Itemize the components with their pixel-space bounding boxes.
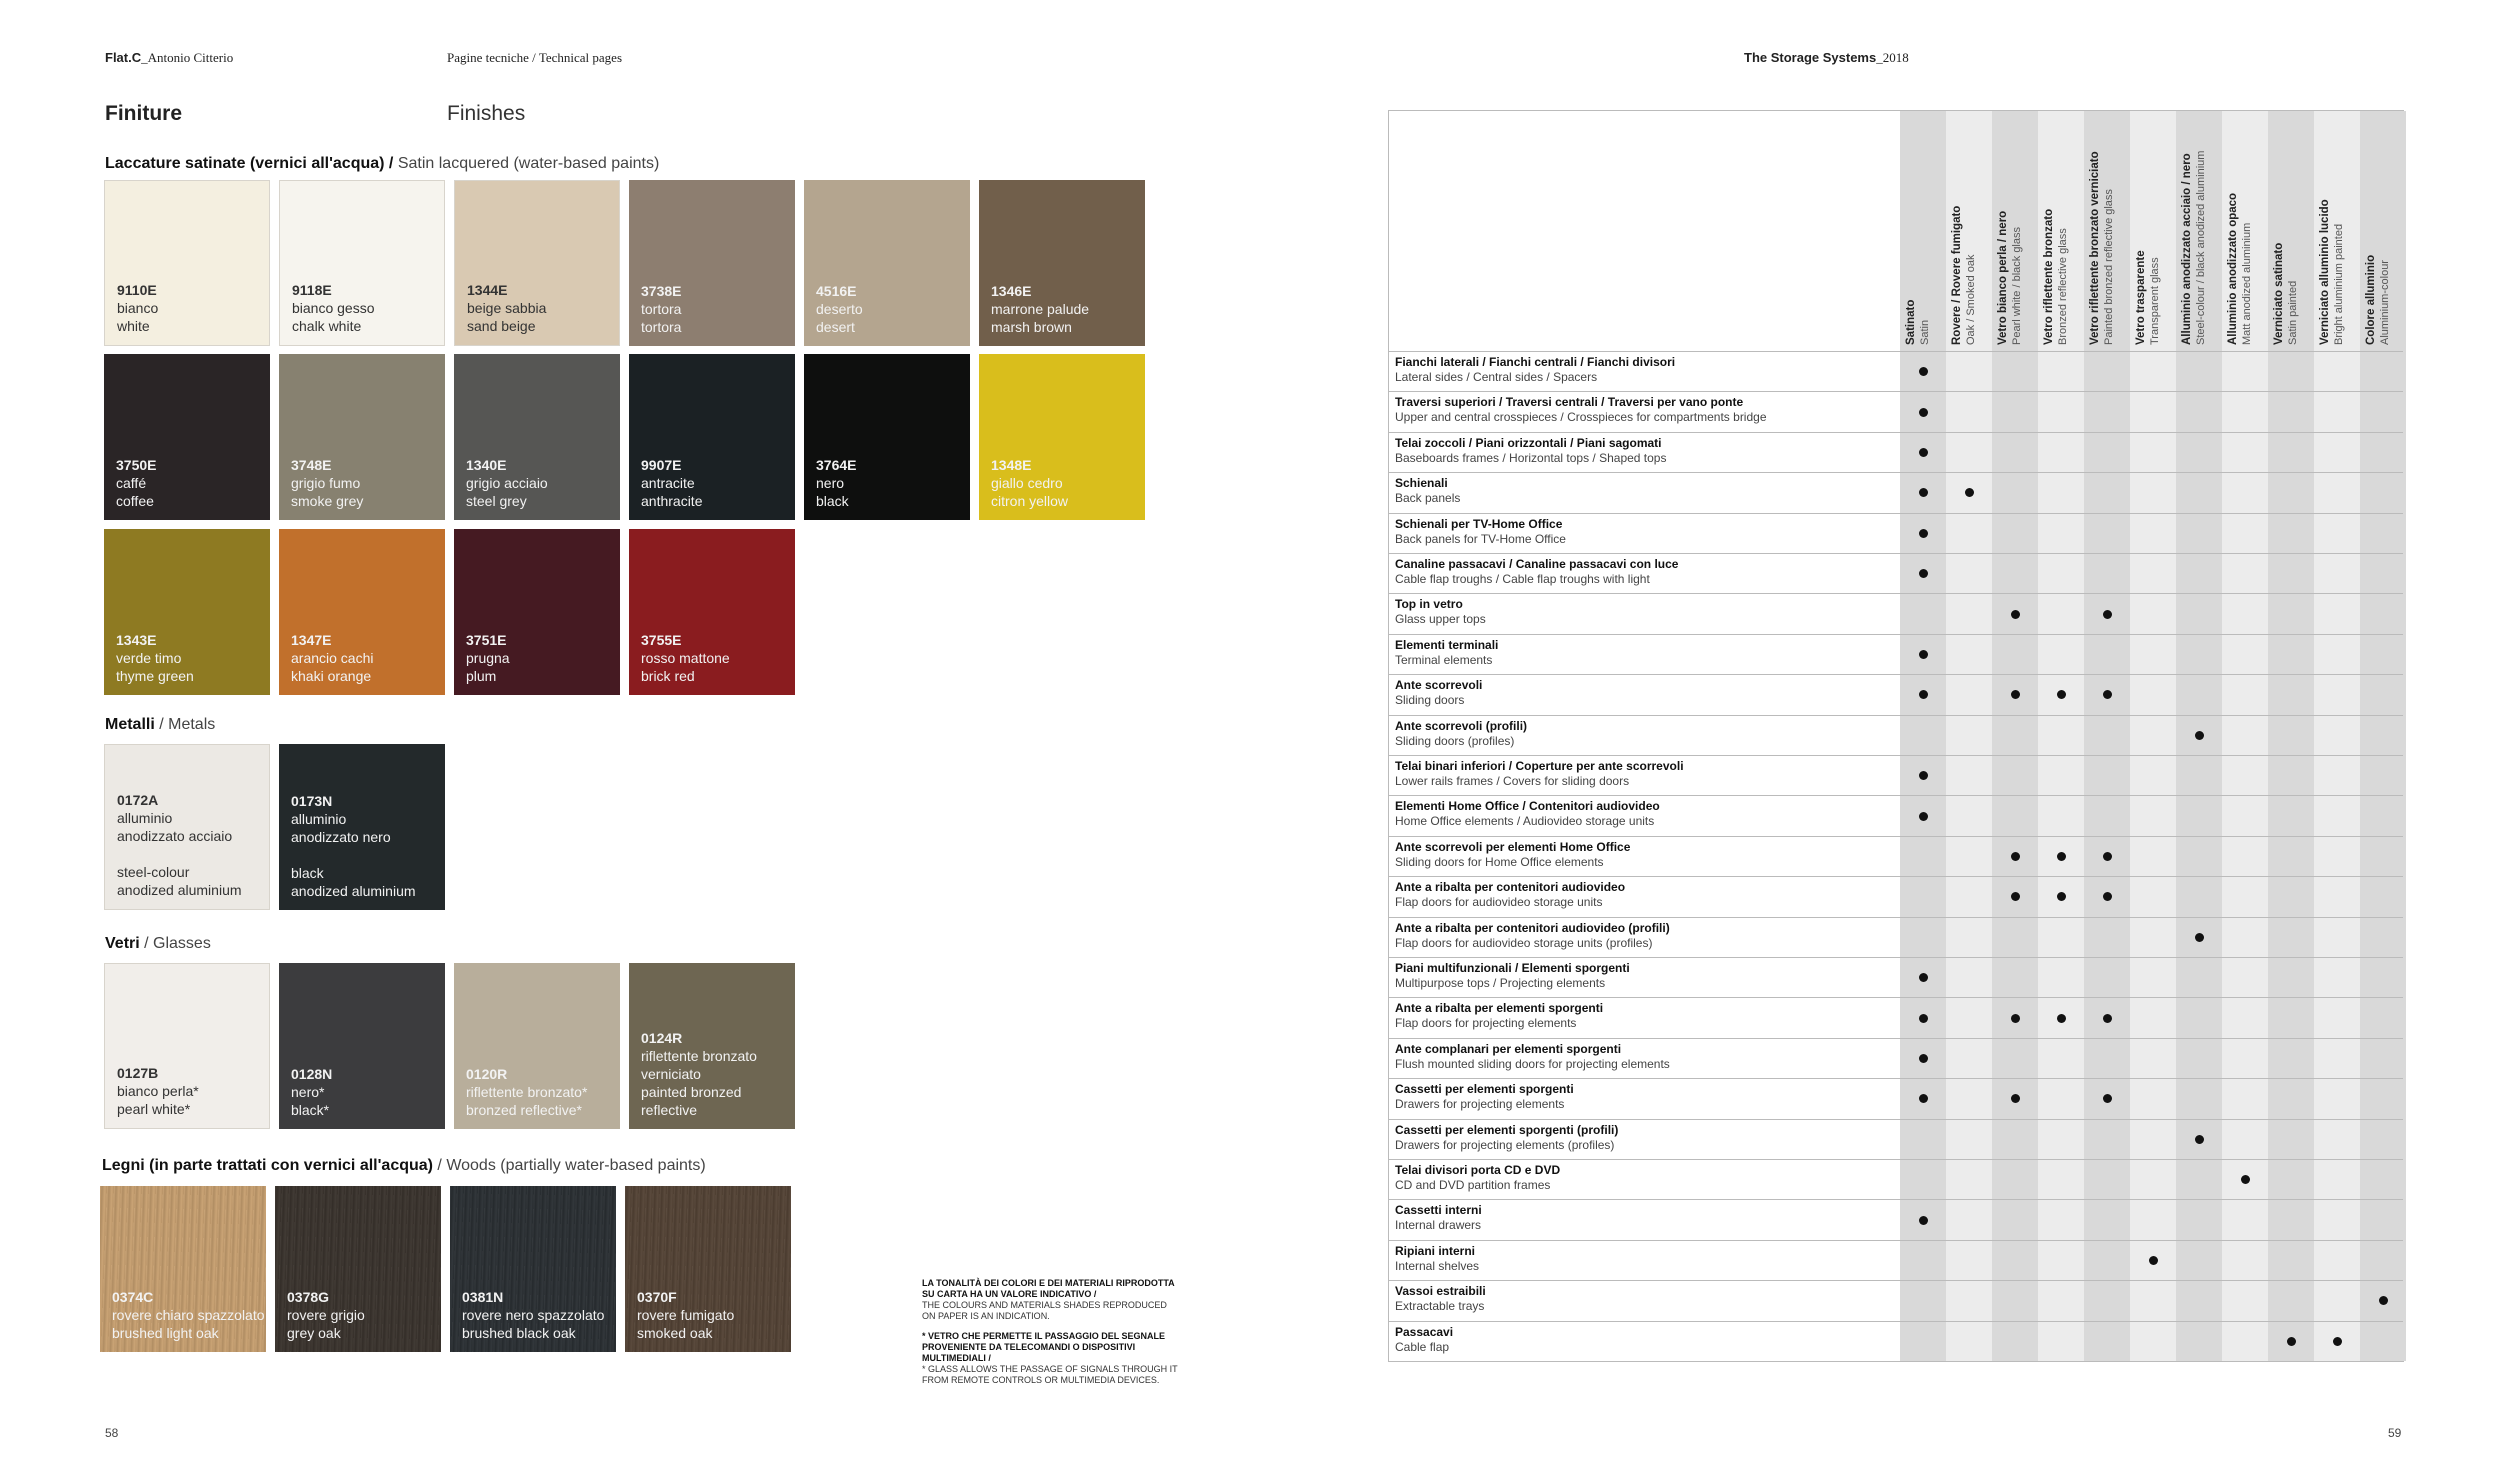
- availability-dot: [2011, 1094, 2020, 1103]
- availability-dot: [2011, 690, 2020, 699]
- swatch-label: beige sabbia: [467, 300, 547, 316]
- swatch-label: bianco: [117, 300, 159, 316]
- swatch-label: painted bronzed reflective: [641, 1084, 742, 1118]
- swatch-code: 1348E: [991, 457, 1032, 473]
- column-label-en: Painted bronzed reflective glass: [2103, 189, 2115, 345]
- swatch-3738E: [629, 180, 795, 346]
- swatch-code: 0124R: [641, 1030, 683, 1046]
- availability-dot: [2103, 610, 2112, 619]
- row-label-en: Cable flap troughs / Cable flap troughs with light: [1395, 572, 1650, 586]
- brand-name: Flat.C: [105, 50, 142, 65]
- swatch-1344E: [454, 180, 620, 346]
- swatch-label: thyme green: [116, 668, 194, 684]
- column-header: [2314, 111, 2360, 349]
- availability-dot: [1919, 529, 1928, 538]
- table-row: [1389, 593, 2403, 633]
- availability-dot: [2103, 892, 2112, 901]
- table-row: [1389, 795, 2403, 835]
- availability-dot: [2103, 690, 2112, 699]
- row-label-it: Passacavi: [1395, 1324, 1454, 1339]
- availability-dot: [1919, 488, 1928, 497]
- column-label-en: Satin painted: [2287, 280, 2299, 345]
- table-row: [1389, 1240, 2403, 1280]
- column-label-en: Matt anodized aluminium: [2241, 222, 2253, 345]
- swatch-label: tortora: [641, 319, 682, 335]
- table-row: [1389, 997, 2403, 1037]
- row-label-en: Lateral sides / Central sides / Spacers: [1395, 370, 1598, 384]
- swatch-label: khaki orange: [291, 668, 372, 684]
- swatch-code: 0120R: [466, 1066, 508, 1082]
- availability-dot: [1919, 1014, 1928, 1023]
- section-header: Pagine tecniche / Technical pages: [447, 50, 622, 65]
- table-row: [1389, 351, 2403, 391]
- availability-dot: [1919, 367, 1928, 376]
- availability-dot: [1919, 650, 1928, 659]
- swatch-label: smoke grey: [291, 493, 364, 509]
- column-header: [2360, 111, 2406, 349]
- left-header: [105, 50, 233, 66]
- column-label-it: Alluminio anodizzato opaco: [2227, 192, 2239, 345]
- row-label-it: Vassoi estraibili: [1395, 1284, 1486, 1299]
- availability-dot: [1919, 1054, 1928, 1063]
- row-label-it: Schienali per TV-Home Office: [1395, 516, 1563, 531]
- row-label-it: Ante scorrevoli: [1395, 678, 1483, 693]
- swatch-label: tortora: [641, 301, 682, 317]
- table-row: [1389, 957, 2403, 997]
- column-header: [2038, 111, 2084, 349]
- swatch-code: 0128N: [291, 1066, 333, 1082]
- swatch-label: black*: [291, 1102, 330, 1118]
- availability-dot: [2011, 610, 2020, 619]
- swatch-code: 3748E: [291, 457, 332, 473]
- swatch-4516E: [804, 180, 970, 346]
- column-header: [2268, 111, 2314, 349]
- swatch-label: rovere grigio: [287, 1307, 365, 1323]
- swatch-0370F: [625, 1186, 791, 1352]
- swatch-label: white: [117, 318, 150, 334]
- column-header: [2084, 111, 2130, 349]
- column-header: [2176, 111, 2222, 349]
- swatch-label: sand beige: [467, 318, 536, 334]
- swatch-label: citron yellow: [991, 493, 1069, 509]
- swatch-label: giallo cedro: [991, 475, 1063, 491]
- swatch-code: 0378G: [287, 1289, 330, 1305]
- swatch-label: bianco gesso: [292, 300, 375, 316]
- swatch-code: 1347E: [291, 632, 332, 648]
- column-header: [1900, 111, 1946, 349]
- availability-dot: [1919, 1216, 1928, 1225]
- swatch-label: rosso mattone: [641, 650, 730, 666]
- swatch-3764E: [804, 354, 970, 520]
- swatch-9907E: [629, 354, 795, 520]
- table-row: [1389, 1280, 2403, 1320]
- swatch-label: grigio fumo: [291, 475, 361, 491]
- availability-dot: [1965, 488, 1974, 497]
- row-label-en: Flap doors for audiovideo storage units: [1395, 895, 1603, 910]
- swatch-code: 0370F: [637, 1289, 677, 1305]
- swatch-label: alluminio: [291, 811, 347, 827]
- row-label-it: Top in vetro: [1395, 597, 1463, 612]
- colour-disclaimer: LA TONALITÀ DEI COLORI E DEI MATERIALI RIPRODOTTA SU CARTA HA UN VALORE INDICATIVO / THE COLOURS AND MATERIALS SHADES REPRODUCED ON PAPER IS AN INDICATION.: [922, 1278, 1175, 1321]
- swatch-label: chalk white: [292, 318, 362, 334]
- table-row: [1389, 917, 2403, 957]
- availability-dot: [1919, 1094, 1928, 1103]
- swatch-0381N: [450, 1186, 616, 1352]
- row-label-en: Internal shelves: [1395, 1258, 1480, 1273]
- row-label-it: Ripiani interni: [1395, 1243, 1476, 1258]
- swatch-label: riflettente bronzato verniciato: [641, 1048, 757, 1082]
- swatch-label: steel-colour: [117, 864, 190, 880]
- swatch-label: anthracite: [641, 493, 703, 509]
- swatch-1343E: [104, 529, 270, 695]
- swatch-label: anodizzato nero: [291, 829, 391, 845]
- table-row: [1389, 513, 2403, 553]
- swatch-3748E: [279, 354, 445, 520]
- swatch-code: 9118E: [292, 282, 332, 298]
- swatch-label: anodized aluminium: [291, 883, 416, 899]
- swatch-label: marsh brown: [991, 319, 1072, 335]
- lacquer-heading: Laccature satinate (vernici all'acqua) / Satin lacquered (water-based paints): [105, 155, 660, 172]
- availability-dot: [1919, 448, 1928, 457]
- availability-dot: [2287, 1337, 2296, 1346]
- row-label-it: Telai binari inferiori / Coperture per ante scorrevoli: [1395, 759, 1684, 773]
- swatch-label: plum: [466, 668, 497, 684]
- row-label-it: Schienali: [1395, 476, 1448, 491]
- availability-dot: [2103, 1014, 2112, 1023]
- swatch-code: 3751E: [466, 632, 507, 648]
- row-label-it: Elementi terminali: [1395, 637, 1499, 652]
- finishes-compatibility-table: [1388, 110, 2404, 1362]
- row-label-it: Ante a ribalta per elementi sporgenti: [1395, 1001, 1604, 1016]
- table-row: [1389, 1038, 2403, 1078]
- row-label-en: Back panels: [1395, 491, 1461, 506]
- row-label-en: Sliding doors (profiles): [1395, 733, 1515, 748]
- table-row: [1389, 1199, 2403, 1239]
- swatch-1340E: [454, 354, 620, 520]
- row-label-it: Canaline passacavi / Canaline passacavi con luce: [1395, 557, 1679, 571]
- table-row: [1389, 876, 2403, 916]
- swatch-code: 1346E: [991, 283, 1032, 299]
- swatch-code: 0172A: [117, 792, 159, 808]
- row-label-en: Flush mounted sliding doors for projecting elements: [1395, 1056, 1670, 1071]
- availability-dot: [1919, 569, 1928, 578]
- column-label-it: Satinato: [1905, 299, 1917, 345]
- swatch-0378G: [275, 1186, 441, 1352]
- swatch-code: 0381N: [462, 1289, 504, 1305]
- swatch-0127B: [104, 963, 270, 1129]
- availability-dot: [2011, 1014, 2020, 1023]
- swatch-label: smoked oak: [637, 1325, 713, 1341]
- page-number-right: 59: [2388, 1426, 2402, 1440]
- column-label-it: Vetro riflettente bronzato: [2043, 208, 2055, 345]
- availability-dot: [1919, 771, 1928, 780]
- availability-dot: [2333, 1337, 2342, 1346]
- row-label-en: Drawers for projecting elements (profiles): [1395, 1137, 1615, 1152]
- column-label-it: Vetro riflettente bronzato verniciato: [2089, 151, 2101, 345]
- row-label-it: Ante scorrevoli per elementi Home Office: [1395, 839, 1631, 854]
- availability-dot: [1919, 408, 1928, 417]
- catalog-title: The Storage Systems: [1744, 50, 1877, 65]
- swatch-code: 3738E: [641, 283, 682, 299]
- row-label-en: Drawers for projecting elements: [1395, 1097, 1565, 1112]
- swatch-label: deserto: [816, 301, 863, 317]
- catalog-year: _2018: [1876, 50, 1909, 65]
- swatch-label: caffé: [116, 475, 147, 491]
- row-label-it: Ante scorrevoli (profili): [1395, 718, 1528, 733]
- table-row: [1389, 836, 2403, 876]
- swatch-3751E: [454, 529, 620, 695]
- row-label-en: Terminal elements: [1395, 652, 1493, 667]
- swatch-label: desert: [816, 319, 855, 335]
- availability-dot: [1919, 973, 1928, 982]
- swatch-label: rovere fumigato: [637, 1307, 735, 1323]
- availability-dot: [2057, 852, 2066, 861]
- column-header: [1992, 111, 2038, 349]
- swatch-label: antracite: [641, 475, 695, 491]
- swatch-code: 4516E: [816, 283, 857, 299]
- column-label-en: Bright aluminium painted: [2333, 223, 2345, 345]
- availability-dot: [2149, 1256, 2158, 1265]
- swatch-0124R: [629, 963, 795, 1129]
- table-row: [1389, 432, 2403, 472]
- swatch-label: prugna: [466, 650, 510, 666]
- swatch-code: 1343E: [116, 632, 157, 648]
- row-label-en: Baseboards frames / Horizontal tops / Shaped tops: [1395, 450, 1667, 465]
- availability-dot: [2241, 1175, 2250, 1184]
- column-label-en: Bronzed reflective glass: [2057, 228, 2069, 345]
- row-label-it: Ante a ribalta per contenitori audiovideo: [1395, 880, 1626, 895]
- table-row: [1389, 472, 2403, 512]
- row-label-en: Glass upper tops: [1395, 612, 1486, 627]
- swatch-label: nero*: [291, 1084, 325, 1100]
- swatch-code: 3750E: [116, 457, 157, 473]
- availability-dot: [2011, 852, 2020, 861]
- availability-dot: [2057, 892, 2066, 901]
- availability-dot: [2103, 852, 2112, 861]
- column-label-it: Rovere / Rovere fumigato: [1951, 205, 1963, 345]
- right-header: [1744, 50, 1909, 66]
- swatch-0173N: [279, 744, 445, 910]
- table-row: [1389, 553, 2403, 593]
- table-row: [1389, 674, 2403, 714]
- availability-dot: [1919, 690, 1928, 699]
- row-label-it: Elementi Home Office / Contenitori audiovideo: [1395, 799, 1660, 814]
- row-label-en: Extractable trays: [1395, 1299, 1485, 1314]
- swatch-3755E: [629, 529, 795, 695]
- woods-heading: Legni (in parte trattati con vernici all'acqua) / Woods (partially water-based paints): [102, 1157, 706, 1174]
- row-label-it: Cassetti interni: [1395, 1203, 1482, 1218]
- column-label-en: Pearl white / black glass: [2011, 227, 2023, 345]
- column-label-it: Alluminio anodizzato acciaio / nero: [2181, 153, 2193, 345]
- row-label-en: Upper and central crosspieces / Crosspieces for compartments bridge: [1395, 410, 1767, 425]
- swatch-code: 3755E: [641, 632, 682, 648]
- row-label-en: Sliding doors: [1395, 693, 1465, 708]
- swatch-label: pearl white*: [117, 1101, 191, 1117]
- swatch-label: rovere nero spazzolato: [462, 1307, 605, 1323]
- row-label-it: Ante complanari per elementi sporgenti: [1395, 1041, 1622, 1056]
- row-label-en: Lower rails frames / Covers for sliding doors: [1395, 774, 1630, 788]
- swatch-1346E: [979, 180, 1145, 346]
- availability-dot: [2011, 892, 2020, 901]
- row-label-en: CD and DVD partition frames: [1395, 1178, 1551, 1192]
- table-row: [1389, 715, 2403, 755]
- availability-dot: [2057, 1014, 2066, 1023]
- swatch-3750E: [104, 354, 270, 520]
- column-header: [2130, 111, 2176, 349]
- swatch-label: rovere chiaro spazzolato: [112, 1307, 265, 1323]
- column-label-it: Vetro trasparente: [2135, 250, 2147, 345]
- row-label-it: Piani multifunzionali / Elementi sporgenti: [1395, 961, 1630, 975]
- column-label-en: Steel-colour / black anodized aluminium: [2195, 150, 2207, 345]
- availability-dot: [1919, 812, 1928, 821]
- availability-dot: [2057, 690, 2066, 699]
- swatch-label: bronzed reflective*: [466, 1102, 582, 1118]
- swatch-label: arancio cachi: [291, 650, 374, 666]
- glasses-heading: Vetri / Glasses: [105, 935, 211, 952]
- swatch-9110E: [104, 180, 270, 346]
- table-row: [1389, 391, 2403, 431]
- swatch-code: 9907E: [641, 457, 682, 473]
- swatch-0128N: [279, 963, 445, 1129]
- swatch-label: alluminio: [117, 810, 173, 826]
- row-label-en: Back panels for TV-Home Office: [1395, 531, 1566, 546]
- swatch-label: black: [816, 493, 849, 509]
- column-label-it: Colore alluminio: [2365, 254, 2377, 345]
- table-row: [1389, 1078, 2403, 1118]
- swatch-label: nero: [816, 475, 845, 491]
- row-label-en: Flap doors for projecting elements: [1395, 1016, 1577, 1031]
- row-label-it: Ante a ribalta per contenitori audiovideo (profili): [1395, 920, 1670, 935]
- row-label-it: Fianchi laterali / Fianchi centrali / Fianchi divisori: [1395, 355, 1676, 369]
- row-label-it: Cassetti per elementi sporgenti: [1395, 1082, 1574, 1097]
- swatch-code: 3764E: [816, 457, 857, 473]
- swatch-label: brushed black oak: [462, 1325, 576, 1341]
- swatch-label: grey oak: [287, 1325, 341, 1341]
- table-row: [1389, 1321, 2403, 1361]
- swatch-9118E: [279, 180, 445, 346]
- swatch-0120R: [454, 963, 620, 1129]
- swatch-label: steel grey: [466, 493, 527, 509]
- availability-dot: [2195, 933, 2204, 942]
- swatch-label: coffee: [116, 493, 154, 509]
- row-label-en: Home Office elements / Audiovideo storage units: [1395, 814, 1655, 829]
- swatch-code: 0173N: [291, 793, 333, 809]
- swatch-0374C: [100, 1186, 266, 1352]
- column-label-en: Transparent glass: [2149, 257, 2161, 345]
- column-label-en: Aluminium-colour: [2379, 260, 2391, 345]
- availability-dot: [2103, 1094, 2112, 1103]
- swatch-label: brick red: [641, 668, 695, 684]
- column-label-en: Oak / Smoked oak: [1965, 254, 1977, 345]
- metals-heading: Metalli / Metals: [105, 716, 216, 733]
- table-row: [1389, 755, 2403, 795]
- table-row: [1389, 1159, 2403, 1199]
- swatch-code: 0127B: [117, 1065, 159, 1081]
- availability-dot: [2195, 731, 2204, 740]
- row-label-it: Telai divisori porta CD e DVD: [1395, 1163, 1561, 1177]
- row-label-it: Telai zoccoli / Piani orizzontali / Piani sagomati: [1395, 435, 1662, 450]
- swatch-0172A: [104, 744, 270, 910]
- column-label-it: Verniciato satinato: [2273, 242, 2285, 345]
- column-header: [1946, 111, 1992, 349]
- swatch-label: anodized aluminium: [117, 882, 242, 898]
- swatch-code: 1340E: [466, 457, 507, 473]
- swatch-label: black: [291, 865, 324, 881]
- column-header: [2222, 111, 2268, 349]
- column-label-en: Satin: [1919, 319, 1931, 345]
- swatch-label: verde timo: [116, 650, 182, 666]
- swatch-label: grigio acciaio: [466, 475, 548, 491]
- swatch-1347E: [279, 529, 445, 695]
- swatch-code: 9110E: [117, 282, 157, 298]
- glass-footnote: * VETRO CHE PERMETTE IL PASSAGGIO DEL SEGNALE PROVENIENTE DA TELECOMANDI O DISPOSITIVI MULTIMEDIALI / * GLASS ALLOWS THE PASSAGE OF SIGNALS THROUGH IT FROM REMOTE CONTROLS OR MULTIMEDIA DEVICES.: [922, 1331, 1178, 1385]
- availability-dot: [2195, 1135, 2204, 1144]
- author-name: _Antonio Citterio: [141, 50, 234, 65]
- page-number-left: 58: [105, 1426, 119, 1440]
- column-label-it: Verniciato alluminio lucido: [2319, 199, 2331, 345]
- table-row: [1389, 634, 2403, 674]
- swatch-label: brushed light oak: [112, 1325, 219, 1341]
- row-label-en: Flap doors for audiovideo storage units (profiles): [1395, 935, 1653, 950]
- swatch-label: riflettente bronzato*: [466, 1084, 588, 1100]
- page-title-en: Finishes: [447, 102, 526, 125]
- table-row: [1389, 1119, 2403, 1159]
- row-label-en: Sliding doors for Home Office elements: [1395, 854, 1604, 869]
- page-title-it: Finiture: [105, 102, 182, 125]
- row-label-en: Cable flap: [1395, 1339, 1450, 1354]
- column-label-it: Vetro bianco perla / nero: [1997, 210, 2009, 345]
- swatch-label: marrone palude: [991, 301, 1090, 317]
- row-label-it: Cassetti per elementi sporgenti (profili): [1395, 1122, 1619, 1137]
- swatch-label: anodizzato acciaio: [117, 828, 233, 844]
- row-label-en: Internal drawers: [1395, 1218, 1482, 1233]
- row-label-it: Traversi superiori / Traversi centrali / Traversi per vano ponte: [1395, 395, 1744, 410]
- swatch-code: 0374C: [112, 1289, 154, 1305]
- swatch-code: 1344E: [467, 282, 508, 298]
- swatch-1348E: [979, 354, 1145, 520]
- availability-dot: [2379, 1296, 2388, 1305]
- row-label-en: Multipurpose tops / Projecting elements: [1395, 976, 1606, 990]
- swatch-label: bianco perla*: [117, 1083, 199, 1099]
